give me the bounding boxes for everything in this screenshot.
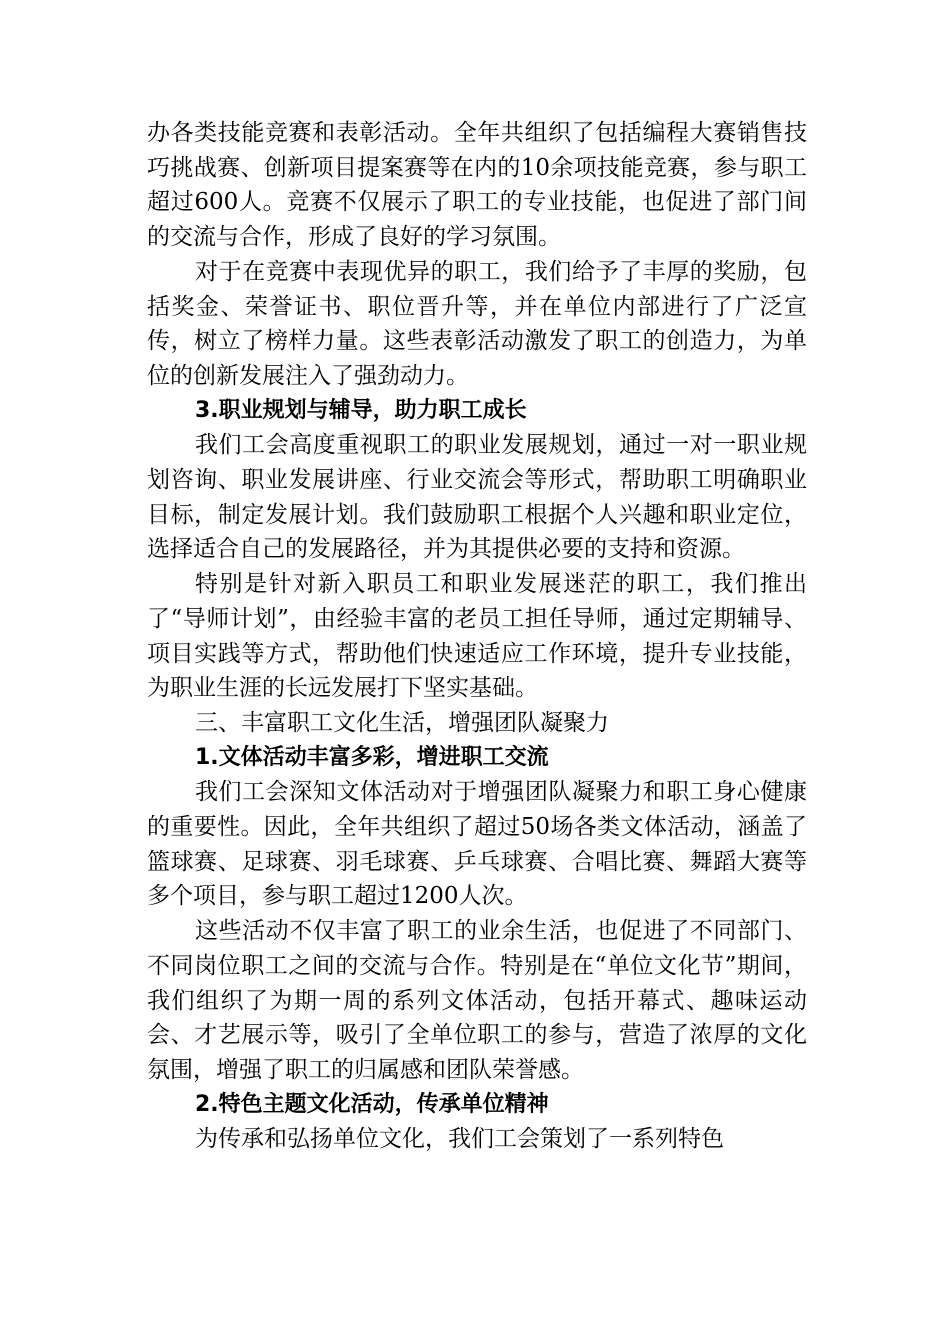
paragraph-rewards: 对于在竞赛中表现优异的职工，我们给予了丰厚的奖励，包括奖金、荣誉证书、职位晋升等，并在单位内部进行了广泛宣传，树立了榜样力量。这些表彰活动激发了职工的创造力，为单位的创新发展注入了强劲动力。 bbox=[147, 258, 807, 389]
paragraph-sports-events: 我们工会深知文体活动对于增强团队凝聚力和职工身心健康的重要性。因此，全年共组织了超过50场各类文体活动，涵盖了篮球赛、足球赛、羽毛球赛、乒乓球赛、合唱比赛、舞蹈大赛等多个项目，参与职工超过1200人次。 bbox=[147, 779, 807, 910]
subheading-sports-activities: 1.文体活动丰富多彩，增进职工交流 bbox=[195, 744, 549, 770]
paragraph-skills-competition: 办各类技能竞赛和表彰活动。全年共组织了包括编程大赛销售技巧挑战赛、创新项目提案赛等在内的10余项技能竞赛，参与职工超过600人。竞赛不仅展示了职工的专业技能，也促进了部门间的交流与合作，形成了良好的学习氛围。 bbox=[147, 120, 807, 251]
body-text bbox=[147, 116, 807, 1157]
paragraph-theme-intro: 为传承和弘扬单位文化，我们工会策划了一系列特色 bbox=[195, 1126, 724, 1153]
paragraph-mentor-program: 特别是针对新入职员工和职业发展迷茫的职工，我们推出了“导师计划”，由经验丰富的老员工担任导师，通过定期辅导、项目实践等方式，帮助他们快速适应工作环境，提升专业技能，为职业生涯的长远发展打下坚实基础。 bbox=[147, 571, 807, 702]
subheading-career-planning: 3.职业规划与辅导，助力职工成长 bbox=[195, 397, 527, 423]
subheading-theme-activities: 2.特色主题文化活动，传承单位精神 bbox=[195, 1091, 549, 1117]
section-heading-culture: 三、丰富职工文化生活，增强团队凝聚力 bbox=[195, 709, 609, 736]
paragraph-culture-festival: 这些活动不仅丰富了职工的业余生活，也促进了不同部门、不同岗位职工之间的交流与合作。特别是在“单位文化节”期间，我们组织了为期一周的系列文体活动，包括开幕式、趣味运动会、才艺展示等，吸引了全单位职工的参与，营造了浓厚的文化氛围，增强了职工的归属感和团队荣誉感。 bbox=[147, 918, 807, 1083]
paragraph-career-guidance: 我们工会高度重视职工的职业发展规划，通过一对一职业规划咨询、职业发展讲座、行业交流会等形式，帮助职工明确职业目标，制定发展计划。我们鼓励职工根据个人兴趣和职业定位，选择适合自己的发展路径，并为其提供必要的支持和资源。 bbox=[147, 432, 807, 563]
